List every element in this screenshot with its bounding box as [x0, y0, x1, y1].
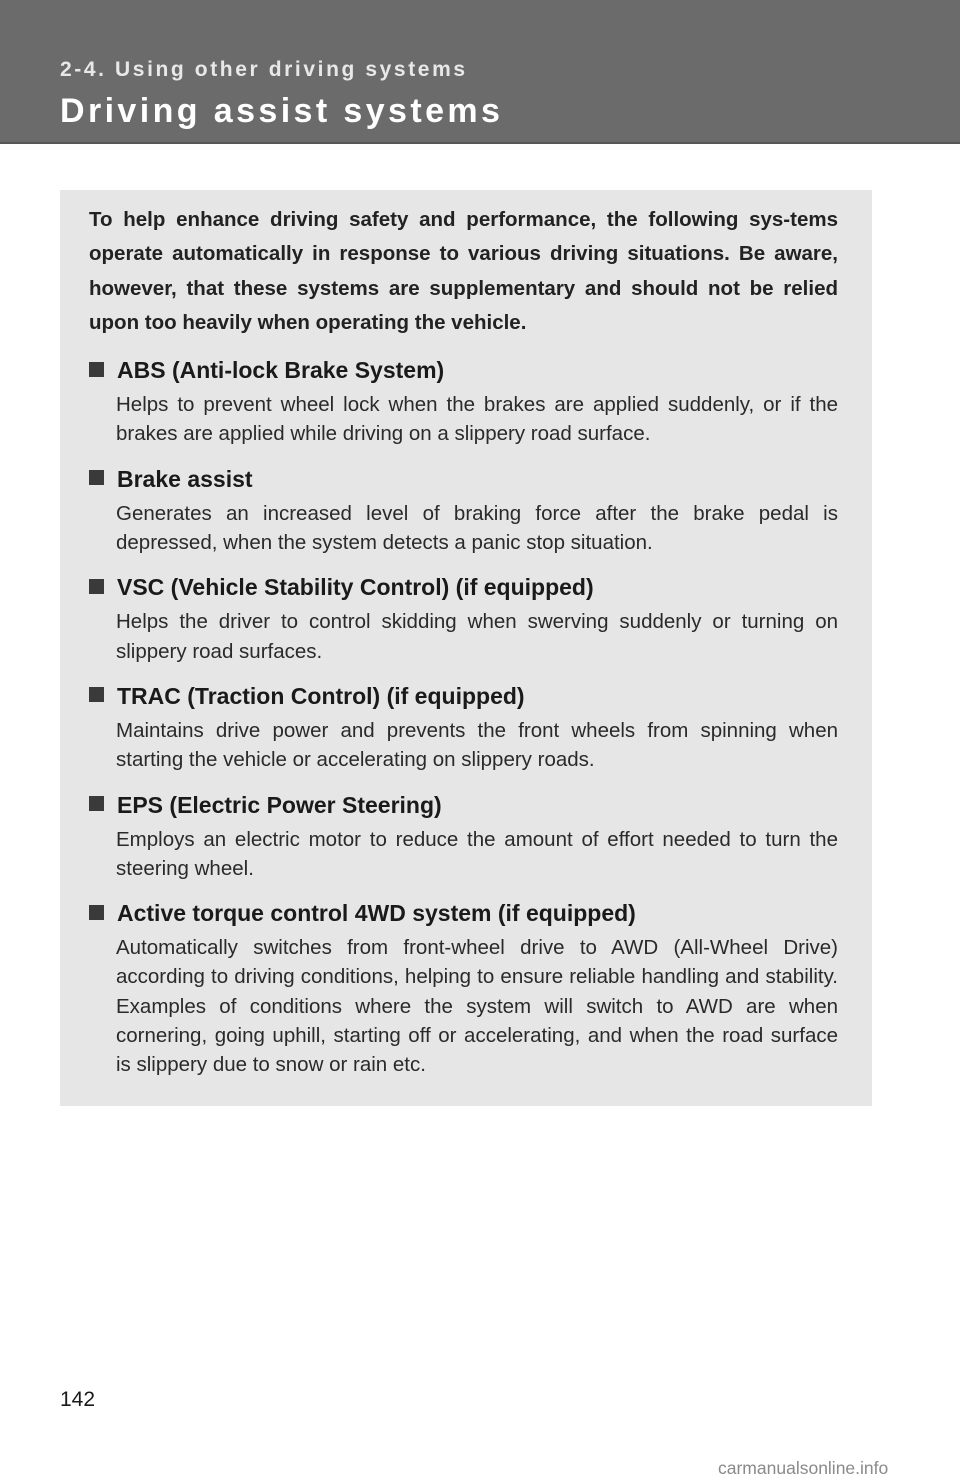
item-body: Helps to prevent wheel lock when the brakes are applied suddenly, or if the brakes are applied while driving on a slippery road surface.	[116, 393, 838, 446]
item-heading	[89, 354, 838, 386]
item-heading-text: ABS (Anti-lock Brake System)	[117, 357, 445, 384]
square-bullet-icon	[89, 579, 104, 594]
section-label: 2-4. Using other driving systems	[60, 58, 468, 81]
item-heading	[89, 897, 838, 929]
item-heading-text: TRAC (Traction Control) (if equipped)	[117, 682, 525, 709]
item-heading	[89, 789, 838, 821]
item-heading-text: VSC (Vehicle Stability Control) (if equipped)	[117, 574, 594, 601]
item-active-torque-4wd	[89, 897, 838, 1079]
item-body: Automatically switches from front-wheel drive to AWD (All-Wheel Drive) according to driving conditions, helping to ensure reliable handling and stability. Examples of conditions where the system will switch to AWD are when cornering, going uphill, starting off or accelerating, and when the road surface is slippery due to snow or rain etc.	[116, 936, 838, 1077]
item-heading-text: Brake assist	[117, 465, 253, 492]
square-bullet-icon	[89, 470, 104, 485]
item-body: Helps the driver to control skidding when swerving suddenly or turning on slippery road surfaces.	[116, 610, 838, 663]
watermark: carmanualsonline.info	[718, 1458, 889, 1478]
item-body: Generates an increased level of braking force after the brake pedal is depressed, when the system detects a panic stop situation.	[116, 501, 838, 555]
item-brake-assist	[89, 463, 838, 558]
item-heading-text: EPS (Electric Power Steering)	[117, 791, 442, 818]
item-heading-text: Active torque control 4WD system (if equipped)	[117, 900, 636, 927]
item-heading	[89, 571, 838, 603]
square-bullet-icon	[89, 362, 104, 377]
intro-text: To help enhance driving safety and performance, the following sys-tems operate automatically in response to various driving situations. Be aware, however, that these systems are supplementary and should not be relied upon too heavily when operating the vehicle.	[89, 208, 838, 334]
item-heading	[89, 680, 838, 712]
content-box	[60, 190, 872, 1106]
square-bullet-icon	[89, 905, 104, 920]
page-number: 142	[60, 1388, 96, 1411]
item-eps	[89, 789, 838, 884]
item-abs	[89, 354, 838, 449]
page-header	[0, 0, 960, 144]
item-body: Employs an electric motor to reduce the amount of effort needed to turn the steering wheel.	[116, 827, 838, 880]
page-title: Driving assist systems	[60, 92, 504, 130]
item-vsc	[89, 571, 838, 666]
item-body: Maintains drive power and prevents the front wheels from spinning when starting the vehicle or accelerating on slippery roads.	[116, 718, 838, 772]
square-bullet-icon	[89, 687, 104, 702]
item-trac	[89, 680, 838, 775]
square-bullet-icon	[89, 796, 104, 811]
item-heading	[89, 463, 838, 495]
